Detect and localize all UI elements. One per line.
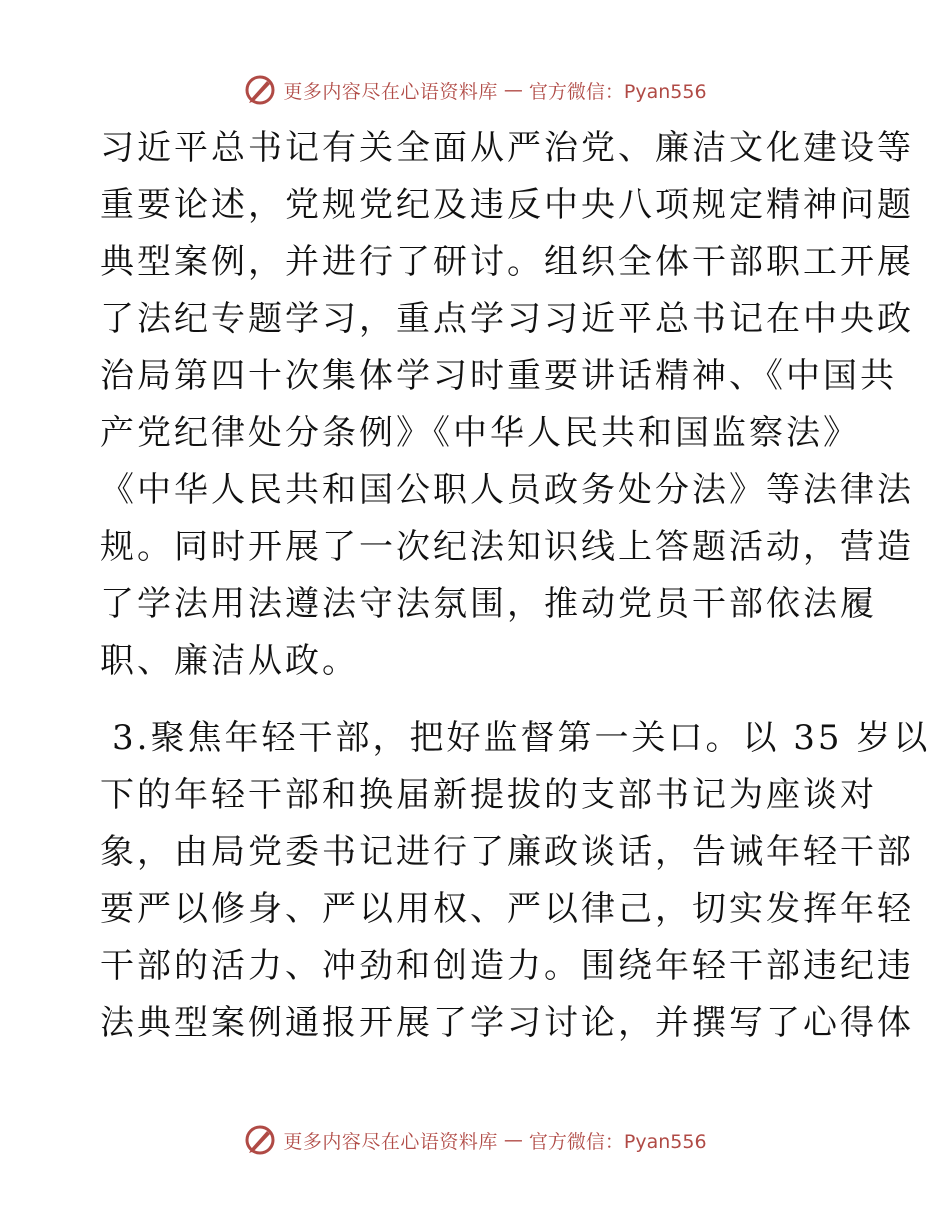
text-line: 习近平总书记有关全面从严治党、廉洁文化建设等 bbox=[100, 128, 914, 168]
text-line: 了学法用法遵法守法氛围，推动党员干部依法履 bbox=[100, 584, 877, 624]
pen-logo-icon bbox=[243, 73, 277, 107]
text-line: 下的年轻干部和换届新提拔的支部书记为座谈对 bbox=[100, 775, 877, 815]
text-line: 象，由局党委书记进行了廉政谈话，告诫年轻干部 bbox=[100, 832, 914, 872]
watermark-wechat-text: 官方微信：Pyan556 bbox=[528, 80, 707, 103]
text-line: 治局第四十次集体学习时重要讲话精神、《中国共 bbox=[100, 356, 897, 396]
watermark-main-text: 更多内容尽在心语资料库 bbox=[283, 1130, 498, 1153]
text-line: 了法纪专题学习，重点学习习近平总书记在中央政 bbox=[100, 299, 914, 339]
watermark-main-text: 更多内容尽在心语资料库 bbox=[283, 80, 498, 103]
text-line: 规。同时开展了一次纪法知识线上答题活动，营造 bbox=[100, 527, 914, 567]
text-line: 要严以修身、严以用权、严以律己，切实发挥年轻 bbox=[100, 889, 914, 929]
paragraph-2 bbox=[100, 710, 931, 1052]
watermark-header bbox=[0, 70, 950, 110]
watermark-separator: — bbox=[503, 1129, 523, 1151]
text-line: 重要论述，党规党纪及违反中央八项规定精神问题 bbox=[100, 185, 914, 225]
text-line: 典型案例，并进行了研讨。组织全体干部职工开展 bbox=[100, 242, 914, 282]
text-line: 法典型案例通报开展了学习讨论，并撰写了心得体 bbox=[100, 1003, 914, 1043]
text-line: 干部的活力、冲劲和创造力。围绕年轻干部违纪违 bbox=[100, 946, 914, 986]
watermark-footer bbox=[0, 1120, 950, 1160]
watermark-wechat-text: 官方微信：Pyan556 bbox=[528, 1130, 707, 1153]
document-body bbox=[100, 120, 931, 1052]
paragraph-1 bbox=[100, 120, 914, 690]
pen-logo-icon bbox=[243, 1123, 277, 1157]
text-line: 3.聚焦年轻干部，把好监督第一关口。以 35 岁以 bbox=[112, 718, 931, 758]
paragraph-spacer bbox=[100, 690, 850, 710]
text-line: 产党纪律处分条例》《中华人民共和国监察法》 bbox=[100, 413, 860, 453]
text-line: 《中华人民共和国公职人员政务处分法》等法律法 bbox=[100, 470, 914, 510]
text-line: 职、廉洁从政。 bbox=[100, 641, 359, 681]
watermark-separator: — bbox=[503, 79, 523, 101]
